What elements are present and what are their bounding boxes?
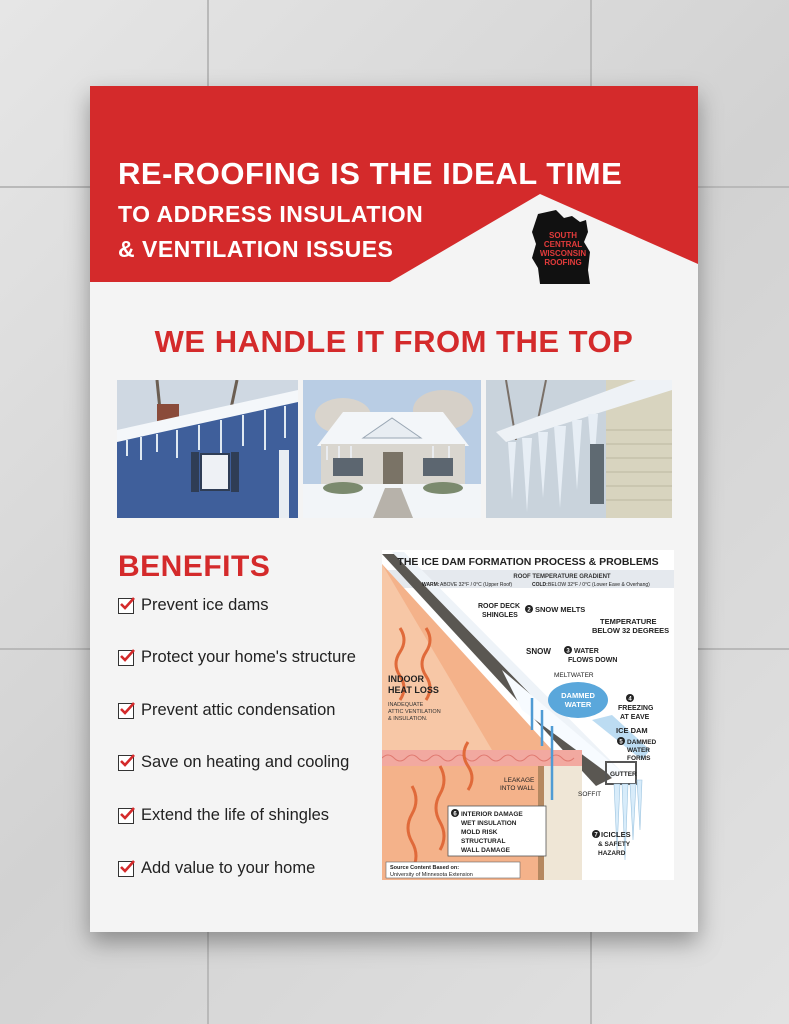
diagram-interior-2: WET INSULATION [461,820,517,827]
diagram-dammed-forms-2: WATER [627,747,650,754]
diagram-step-5: 5 [619,739,623,746]
diagram-source-2: University of Minnesota Extension [390,872,473,878]
diagram-gradient-title: ROOF TEMPERATURE GRADIENT [513,574,611,580]
diagram-interior-1: INTERIOR DAMAGE [461,811,523,818]
checkbox-checked-icon [118,650,134,666]
headline-line2: TO ADDRESS INSULATION [118,201,424,227]
poster [90,86,698,932]
checkbox-checked-icon [118,703,134,719]
diagram-water-1: WATER [574,648,599,655]
benefit-label: Prevent attic condensation [141,701,336,719]
diagram-dammed-2: WATER [564,700,592,709]
diagram-warm-text: ABOVE 32°F / 0°C (Upper Roof) [440,582,513,588]
diagram-source-1: Source Content Based on: [390,865,460,871]
benefit-item [118,648,356,667]
logo-text-line1: SOUTH [549,231,577,240]
diagram-cold-text: BELOW 32°F / 0°C (Lower Eave & Overhang) [548,582,650,588]
snowy-house-photo [303,380,481,518]
diagram-interior-3: MOLD RISK [461,829,498,836]
diagram-icicles-1: ICICLES [601,830,631,839]
diagram-inadequate-1: INADEQUATE [388,702,424,708]
diagram-temperature-1: TEMPERATURE [600,617,657,626]
checkbox-checked-icon [118,861,134,877]
headline-line3: & VENTILATION ISSUES [118,236,394,262]
checkbox-checked-icon [118,598,134,614]
diagram-indoor-1: INDOOR [388,674,424,684]
diagram-step-3: 3 [566,648,570,655]
diagram-interior-4: STRUCTURAL [461,838,506,845]
icicles-eave-photo [486,380,672,518]
diagram-water-2: FLOWS DOWN [568,657,618,664]
diagram-freezing-2: AT EAVE [620,714,650,721]
checkbox-checked-icon [118,755,134,771]
benefit-label: Add value to your home [141,859,316,877]
tagline: WE HANDLE IT FROM THE TOP [154,324,634,359]
benefit-item [118,859,315,878]
diagram-leakage-1: LEAKAGE [504,777,535,784]
diagram-step-4: 4 [628,696,632,703]
headline-line1: RE-ROOFING IS THE IDEAL TIME [118,156,623,191]
ice-dam-diagram [382,550,674,880]
logo-text-line3: WISCONSIN [539,249,587,258]
diagram-leakage-2: INTO WALL [500,785,535,792]
diagram-icicles-2: & SAFETY [598,841,631,848]
benefit-label: Protect your home's structure [141,648,356,666]
diagram-meltwater: MELTWATER [554,672,594,679]
benefit-label: Extend the life of shingles [141,806,330,824]
benefit-label: Save on heating and cooling [141,753,350,771]
diagram-step-2: 2 [527,607,531,614]
benefit-item [118,806,329,825]
diagram-gutter: GUTTER [610,771,637,778]
diagram-title: THE ICE DAM FORMATION PROCESS & PROBLEMS [397,556,659,568]
diagram-step-7: 7 [594,832,598,839]
benefits-title: BENEFITS [118,550,271,583]
logo-text-line2: CENTRAL [543,240,583,249]
diagram-interior-5: WALL DAMAGE [461,847,510,854]
blue-house-icicles-photo [117,380,298,518]
diagram-snow-melts: SNOW MELTS [535,605,586,614]
diagram-roof-deck: ROOF DECK [478,603,520,610]
diagram-shingles: SHINGLES [482,612,518,619]
diagram-dammed-forms-1: DAMMED [627,739,657,746]
checkbox-checked-icon [118,808,134,824]
diagram-icicles-3: HAZARD [598,850,626,857]
diagram-ice-dam: ICE DAM [616,726,648,735]
diagram-temperature-2: BELOW 32 DEGREES [592,626,670,635]
diagram-inadequate-2: ATTIC VENTILATION [388,709,441,715]
diagram-inadequate-3: & INSULATION. [388,716,428,722]
diagram-dammed-1: DAMMED [561,691,595,700]
benefit-item [118,596,268,615]
diagram-indoor-2: HEAT LOSS [388,685,439,695]
benefit-item [118,753,349,772]
diagram-cold-label: COLD: [532,582,548,588]
logo-text-line4: ROOFING [544,258,582,267]
wisconsin-state-icon [530,208,596,288]
diagram-step-6: 6 [453,811,457,818]
diagram-soffit: SOFFIT [578,791,602,798]
benefit-label: Prevent ice dams [141,596,269,614]
diagram-freezing-1: FREEZING [618,705,654,712]
diagram-warm-label: WARM: [422,582,440,588]
diagram-dammed-forms-3: FORMS [627,755,651,762]
diagram-snow: SNOW [526,647,551,656]
benefit-item [118,701,335,720]
